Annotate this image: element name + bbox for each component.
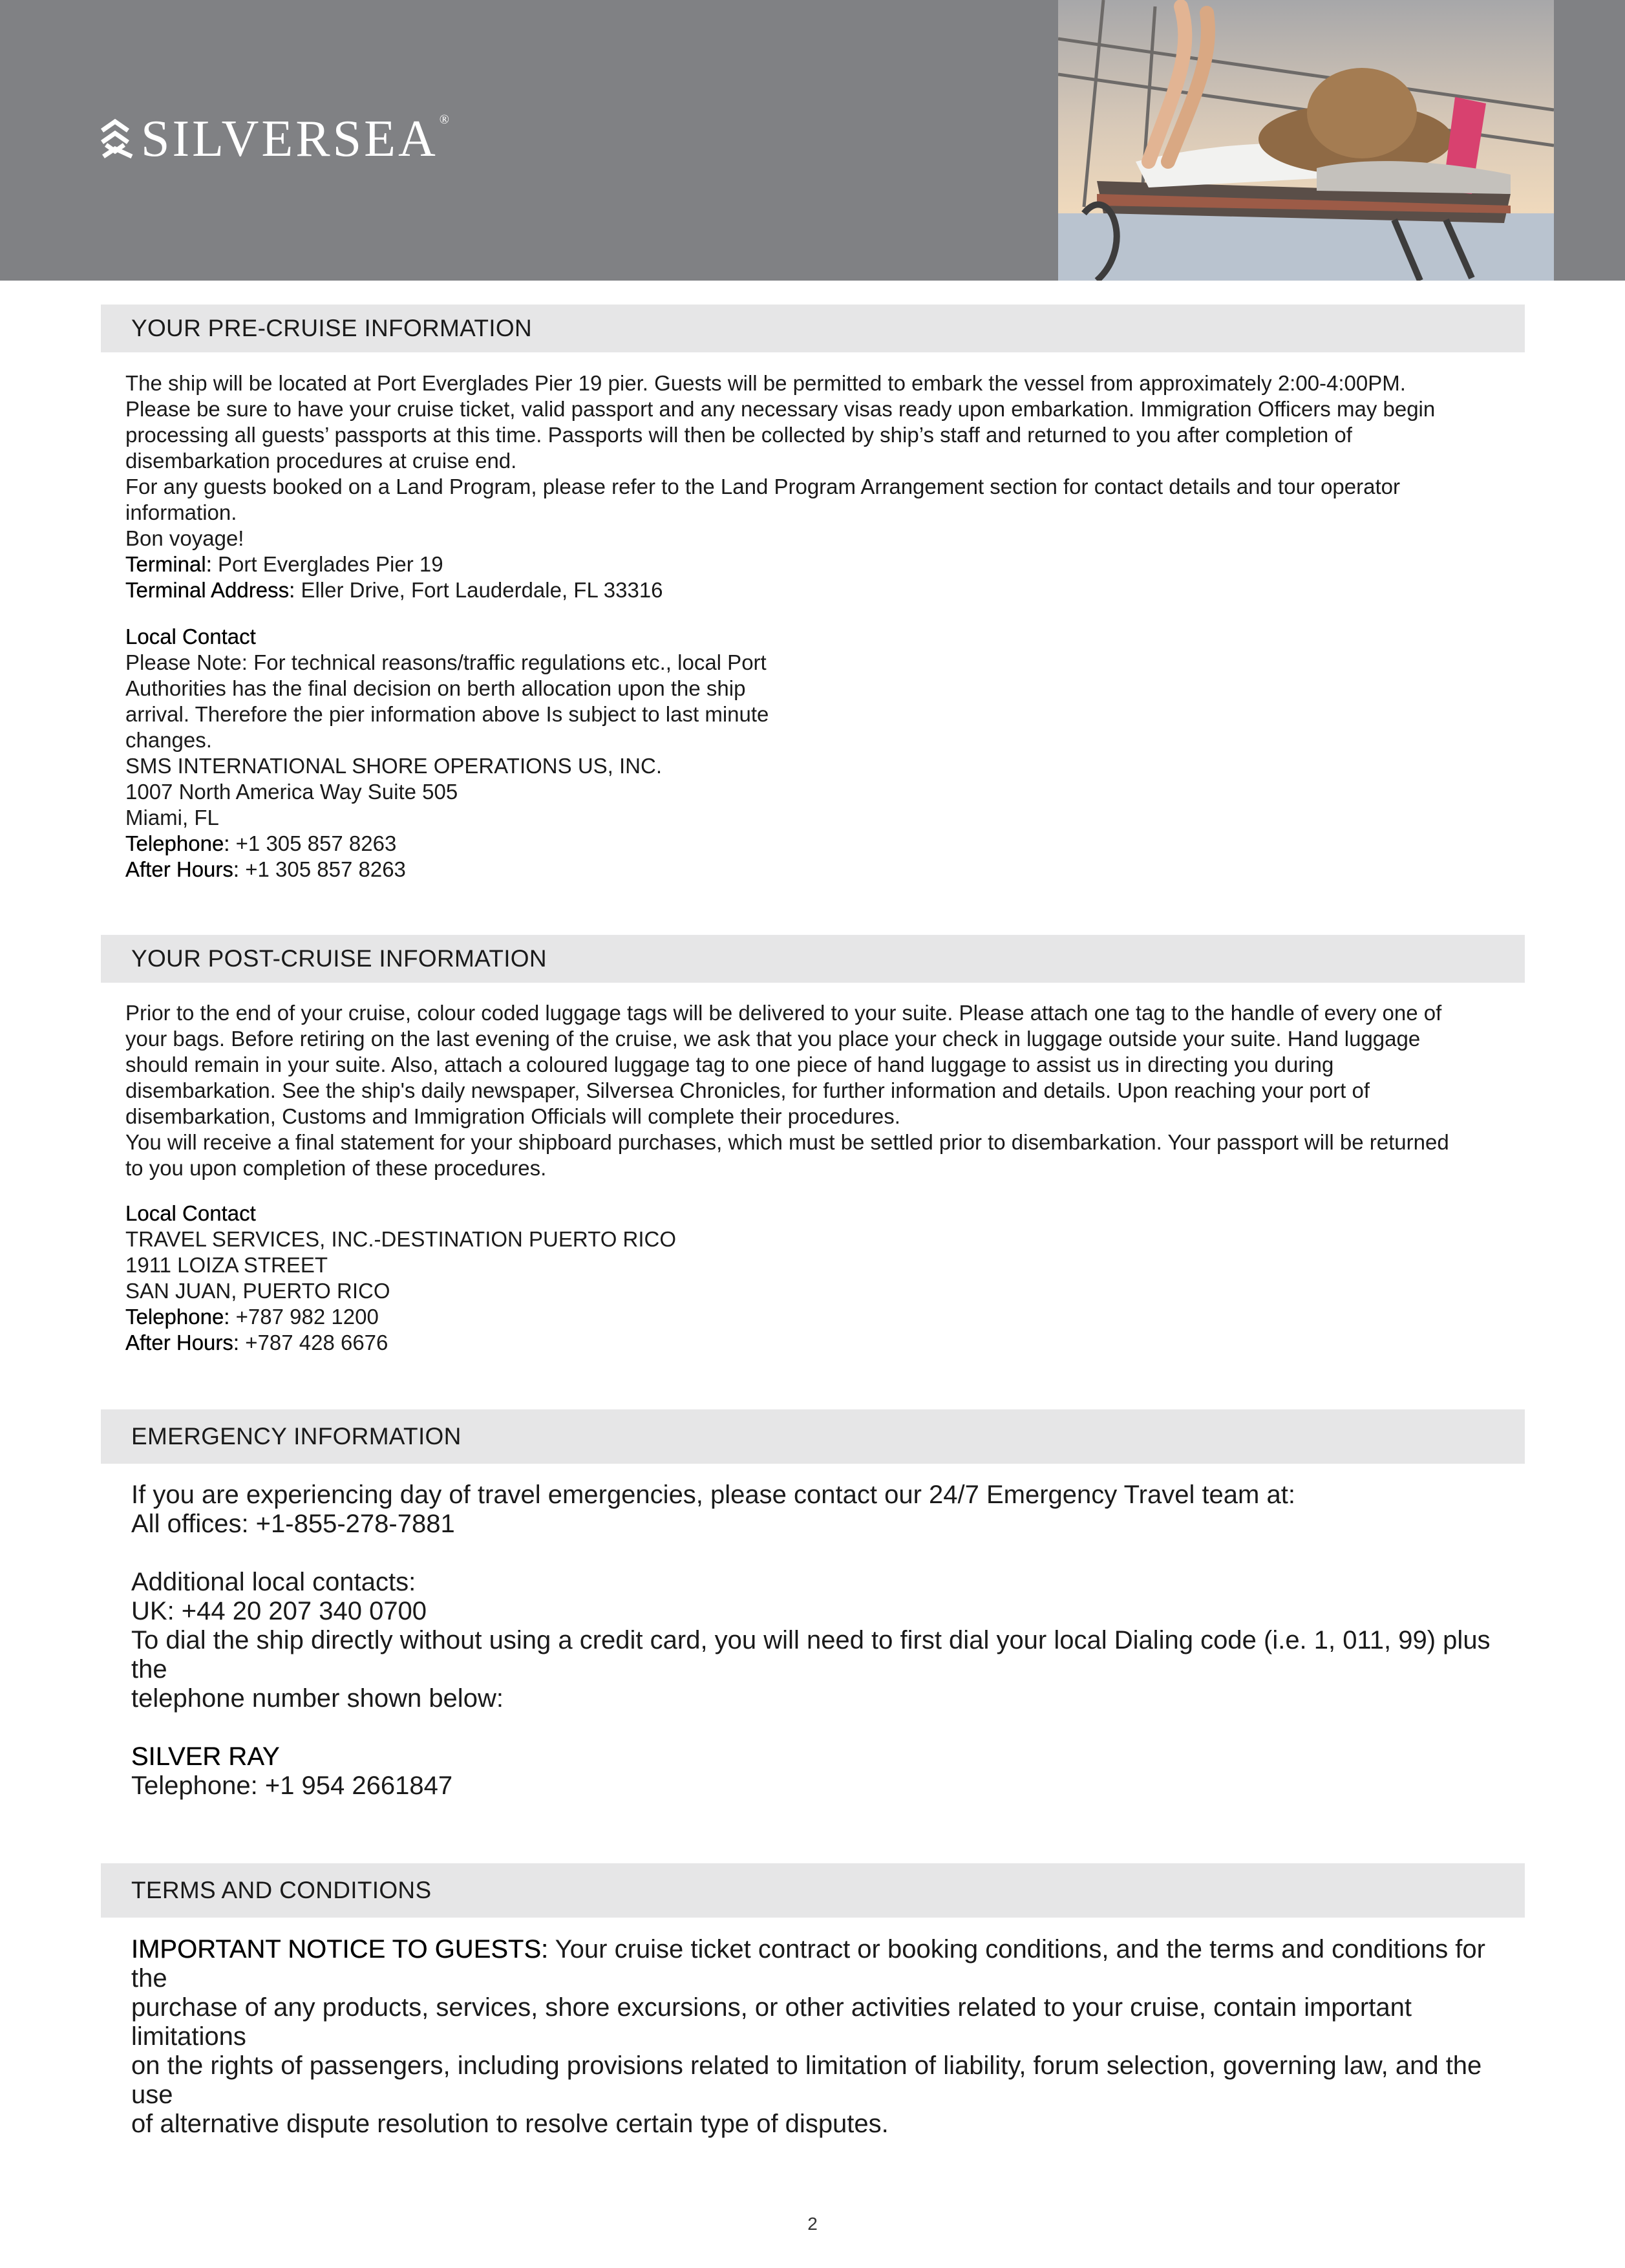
terms-line: on the rights of passengers, including provisions related to limitation of liability, forum selection, governing law, and the use bbox=[131, 2051, 1482, 2109]
section-header-emergency bbox=[101, 1409, 1525, 1464]
contact-line: 1007 North America Way Suite 505 bbox=[125, 780, 458, 804]
contact-line: changes. bbox=[125, 728, 212, 752]
section-title: YOUR PRE-CRUISE INFORMATION bbox=[131, 315, 532, 341]
emergency-line: To dial the ship directly without using a credit card, you will need to first dial your local Dialing code (i.e. 1, 011, 99) plus the bbox=[131, 1626, 1491, 1684]
contact-line: SAN JUAN, PUERTO RICO bbox=[125, 1279, 390, 1303]
paragraph-line: should remain in your suite. Also, attach a coloured luggage tag to one piece of hand luggage to assist us in directing you during bbox=[125, 1053, 1334, 1076]
emergency-line: All offices: +1-855-278-7881 bbox=[131, 1510, 455, 1538]
paragraph-line: Bon voyage! bbox=[125, 526, 244, 550]
paragraph-line: information. bbox=[125, 500, 237, 524]
paragraph-line: disembarkation. See the ship's daily newspaper, Silversea Chronicles, for further information and details. Upon reaching your port of bbox=[125, 1078, 1370, 1102]
section-header-post-cruise bbox=[101, 935, 1525, 983]
contact-line: Please Note: For technical reasons/traffic regulations etc., local Port bbox=[125, 650, 767, 674]
after-hours-line: After Hours: +787 428 6676 bbox=[125, 1331, 388, 1354]
terms-line: IMPORTANT NOTICE TO GUESTS: Your cruise ticket contract or booking conditions, and the terms and conditions for the bbox=[131, 1935, 1485, 1993]
header-photo-woman-on-deck-chair bbox=[1058, 0, 1554, 281]
terms-line: purchase of any products, services, shore excursions, or other activities related to your cruise, contain important limitations bbox=[131, 1993, 1412, 2051]
pre-cruise-text bbox=[125, 370, 1515, 603]
post-cruise-local-contact bbox=[125, 1201, 798, 1356]
terms-line: of alternative dispute resolution to resolve certain type of disputes. bbox=[131, 2110, 889, 2138]
silversea-emblem-icon bbox=[97, 116, 137, 162]
paragraph-line: processing all guests’ passports at this time. Passports will then be collected by ship’s staff and returned to you after completion of bbox=[125, 423, 1352, 447]
post-cruise-text bbox=[125, 1000, 1515, 1181]
paragraph-line: For any guests booked on a Land Program, please refer to the Land Program Arrangement section for contact details and tour operator bbox=[125, 475, 1400, 498]
section-header-terms bbox=[101, 1863, 1525, 1918]
local-contact-title: Local Contact bbox=[125, 625, 256, 648]
contact-line: TRAVEL SERVICES, INC.-DESTINATION PUERTO RICO bbox=[125, 1227, 677, 1251]
silversea-logo bbox=[97, 113, 452, 165]
emergency-line: Additional local contacts: bbox=[131, 1568, 416, 1596]
contact-line: SMS INTERNATIONAL SHORE OPERATIONS US, INC. bbox=[125, 754, 662, 778]
section-header-pre-cruise bbox=[101, 305, 1525, 352]
emergency-line: UK: +44 20 207 340 0700 bbox=[131, 1597, 427, 1625]
ship-contact bbox=[131, 1742, 1521, 1801]
contact-line: Authorities has the final decision on berth allocation upon the ship bbox=[125, 676, 746, 700]
ship-name: SILVER RAY bbox=[131, 1742, 280, 1771]
contact-line: arrival. Therefore the pier information above Is subject to last minute bbox=[125, 702, 769, 726]
paragraph-line: You will receive a final statement for your shipboard purchases, which must be settled prior to disembarkation. Your passport will be returned bbox=[125, 1130, 1449, 1154]
paragraph-line: disembarkation, Customs and Immigration Officials will complete their procedures. bbox=[125, 1104, 900, 1128]
paragraph-line: The ship will be located at Port Everglades Pier 19 pier. Guests will be permitted to embark the vessel from approximately 2:00-4:00PM. bbox=[125, 371, 1406, 395]
section-title: YOUR POST-CRUISE INFORMATION bbox=[131, 945, 547, 972]
header-banner bbox=[0, 0, 1625, 281]
pre-cruise-local-contact bbox=[125, 624, 798, 883]
brand-name: SILVERSEA ® bbox=[141, 111, 452, 167]
paragraph-line: Please be sure to have your cruise ticket, valid passport and any necessary visas ready upon embarkation. Immigration Officers may begin bbox=[125, 397, 1436, 421]
terms-text bbox=[131, 1935, 1521, 2139]
page-number: 2 bbox=[807, 2214, 818, 2234]
after-hours-line: After Hours: +1 305 857 8263 bbox=[125, 857, 406, 881]
emergency-text bbox=[131, 1481, 1521, 1713]
local-contact-title: Local Contact bbox=[125, 1201, 256, 1225]
contact-line: Miami, FL bbox=[125, 806, 219, 829]
paragraph-line: to you upon completion of these procedures. bbox=[125, 1156, 547, 1180]
terminal-address-line: Terminal Address: Eller Drive, Fort Lauderdale, FL 33316 bbox=[125, 578, 663, 602]
telephone-line: Telephone: +1 305 857 8263 bbox=[125, 831, 397, 855]
ship-telephone: Telephone: +1 954 2661847 bbox=[131, 1771, 453, 1800]
paragraph-line: Prior to the end of your cruise, colour coded luggage tags will be delivered to your suite. Please attach one tag to the handle of every one of bbox=[125, 1001, 1442, 1025]
spacer bbox=[131, 1539, 1521, 1568]
emergency-line: telephone number shown below: bbox=[131, 1684, 504, 1713]
section-title: TERMS AND CONDITIONS bbox=[131, 1877, 432, 1903]
emergency-line: If you are experiencing day of travel emergencies, please contact our 24/7 Emergency Travel team at: bbox=[131, 1481, 1295, 1509]
telephone-line: Telephone: +787 982 1200 bbox=[125, 1305, 379, 1329]
section-title: EMERGENCY INFORMATION bbox=[131, 1423, 462, 1450]
deck-chair-photo-illustration bbox=[1058, 0, 1554, 281]
contact-line: 1911 LOIZA STREET bbox=[125, 1253, 328, 1277]
paragraph-line: your bags. Before retiring on the last evening of the cruise, we ask that you place your check in luggage outside your suite. Hand luggage bbox=[125, 1027, 1421, 1051]
terminal-line: Terminal: Port Everglades Pier 19 bbox=[125, 552, 443, 576]
paragraph-line: disembarkation procedures at cruise end. bbox=[125, 449, 517, 473]
